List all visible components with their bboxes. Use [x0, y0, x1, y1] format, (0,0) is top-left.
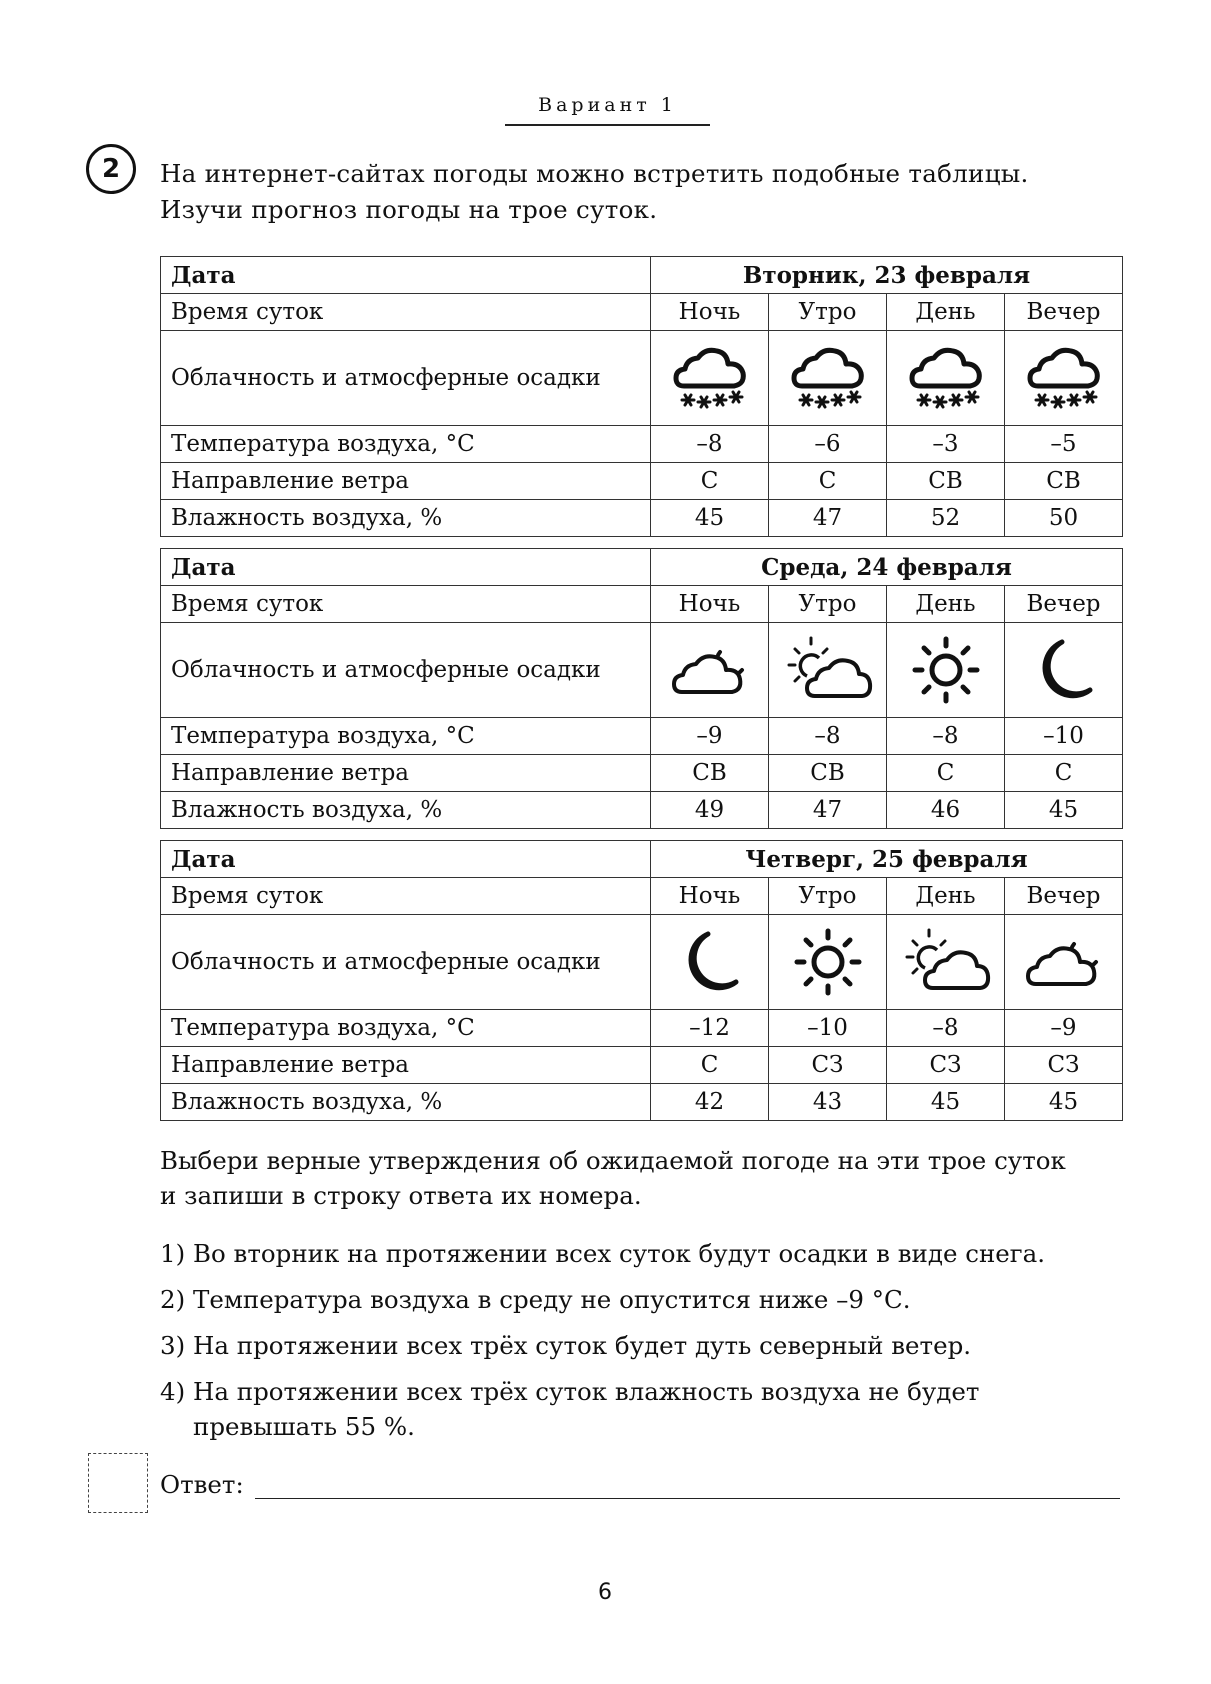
option-number: 3) [160, 1331, 186, 1360]
humidity-cell: 45 [1005, 792, 1123, 829]
cloud-snow-icon [906, 342, 986, 414]
humidity-cell: 50 [1005, 500, 1123, 537]
temperature-cell: –6 [769, 426, 887, 463]
weather-icon-cell [887, 331, 1005, 426]
weather-icon-cell [1005, 915, 1123, 1010]
weather-icon-cell [887, 915, 1005, 1010]
temperature-cell: –8 [769, 718, 887, 755]
sun-icon [906, 634, 986, 706]
wind-label: Направление ветра [161, 463, 651, 500]
period-cell: Вечер [1005, 878, 1123, 915]
variant-underline [505, 124, 710, 126]
clouds-label: Облачность и атмосферные осадки [161, 915, 651, 1010]
temperature-cell: –5 [1005, 426, 1123, 463]
period-cell: Вечер [1005, 294, 1123, 331]
variant-title: Вариант 1 [538, 94, 677, 116]
sun-cloud-icon [783, 634, 873, 706]
answer-score-box [88, 1453, 148, 1513]
weather-icon-cell [769, 331, 887, 426]
moon-icon [1024, 634, 1104, 706]
humidity-cell: 45 [887, 1084, 1005, 1121]
weather-table-wednesday [160, 548, 1123, 829]
wind-cell: С [1005, 755, 1123, 792]
wind-cell: С [651, 1047, 769, 1084]
wind-cell: СЗ [887, 1047, 1005, 1084]
page-number: 6 [598, 1580, 612, 1605]
temperature-cell: –8 [651, 426, 769, 463]
humidity-cell: 47 [769, 792, 887, 829]
date-label: Дата [161, 841, 651, 878]
humidity-cell: 43 [769, 1084, 887, 1121]
period-cell: Утро [769, 878, 887, 915]
weather-icon-cell [651, 331, 769, 426]
option-item [160, 1282, 1125, 1317]
humidity-cell: 45 [651, 500, 769, 537]
period-cell: День [887, 294, 1005, 331]
weather-icon-cell [1005, 623, 1123, 718]
option-number: 2) [160, 1285, 186, 1314]
temperature-cell: –8 [887, 718, 1005, 755]
cloud-moon-icon [1024, 926, 1104, 998]
humidity-cell: 47 [769, 500, 887, 537]
humidity-label: Влажность воздуха, % [161, 792, 651, 829]
option-number: 4) [160, 1377, 186, 1406]
period-cell: Ночь [651, 586, 769, 623]
period-cell: День [887, 878, 1005, 915]
option-text: На протяжении всех трёх суток будет дуть северный ветер. [193, 1331, 972, 1360]
period-cell: Ночь [651, 878, 769, 915]
temperature-cell: –9 [1005, 1010, 1123, 1047]
temperature-label: Температура воздуха, °С [161, 1010, 651, 1047]
humidity-cell: 46 [887, 792, 1005, 829]
temperature-label: Температура воздуха, °С [161, 718, 651, 755]
task-number-badge: 2 [86, 144, 136, 194]
question-line: и запиши в строку ответа их номера. [160, 1181, 642, 1210]
clouds-label: Облачность и атмосферные осадки [161, 331, 651, 426]
sun-icon [788, 926, 868, 998]
sun-cloud-icon [901, 926, 991, 998]
cloud-snow-icon [788, 342, 868, 414]
humidity-cell: 52 [887, 500, 1005, 537]
wind-label: Направление ветра [161, 1047, 651, 1084]
time-of-day-label: Время суток [161, 294, 651, 331]
wind-cell: СВ [1005, 463, 1123, 500]
period-cell: Утро [769, 586, 887, 623]
temperature-label: Температура воздуха, °С [161, 426, 651, 463]
temperature-cell: –10 [769, 1010, 887, 1047]
intro-line: Изучи прогноз погоды на трое суток. [160, 195, 658, 224]
wind-label: Направление ветра [161, 755, 651, 792]
period-cell: Утро [769, 294, 887, 331]
option-number: 1) [160, 1239, 186, 1268]
wind-cell: С [769, 463, 887, 500]
weather-icon-cell [651, 915, 769, 1010]
day-title: Вторник, 23 февраля [651, 257, 1123, 294]
wind-cell: СВ [769, 755, 887, 792]
date-label: Дата [161, 257, 651, 294]
temperature-cell: –8 [887, 1010, 1005, 1047]
cloud-snow-icon [1024, 342, 1104, 414]
weather-icon-cell [651, 623, 769, 718]
wind-cell: С [887, 755, 1005, 792]
question-text [160, 1143, 1125, 1213]
date-label: Дата [161, 549, 651, 586]
answer-line[interactable] [255, 1498, 1120, 1499]
weather-table-tuesday [160, 256, 1123, 537]
period-cell: Вечер [1005, 586, 1123, 623]
temperature-cell: –3 [887, 426, 1005, 463]
day-title: Среда, 24 февраля [651, 549, 1123, 586]
day-title: Четверг, 25 февраля [651, 841, 1123, 878]
cloud-moon-icon [670, 634, 750, 706]
humidity-cell: 42 [651, 1084, 769, 1121]
clouds-label: Облачность и атмосферные осадки [161, 623, 651, 718]
time-of-day-label: Время суток [161, 586, 651, 623]
option-item [160, 1328, 1125, 1363]
option-text: Температура воздуха в среду не опустится ниже –9 °С. [193, 1285, 911, 1314]
answer-options [160, 1236, 1125, 1455]
period-cell: День [887, 586, 1005, 623]
temperature-cell: –12 [651, 1010, 769, 1047]
period-cell: Ночь [651, 294, 769, 331]
wind-cell: С [651, 463, 769, 500]
weather-icon-cell [769, 623, 887, 718]
humidity-cell: 49 [651, 792, 769, 829]
task-intro [160, 156, 1125, 228]
option-item [160, 1374, 1125, 1444]
wind-cell: СЗ [1005, 1047, 1123, 1084]
weather-icon-cell [1005, 331, 1123, 426]
weather-icon-cell [887, 623, 1005, 718]
wind-cell: СВ [651, 755, 769, 792]
option-text: На протяжении всех трёх суток влажность воздуха не будет превышать 55 %. [193, 1377, 980, 1441]
weather-icon-cell [769, 915, 887, 1010]
moon-icon [670, 926, 750, 998]
question-line: Выбери верные утверждения об ожидаемой погоде на эти трое суток [160, 1146, 1066, 1175]
humidity-label: Влажность воздуха, % [161, 1084, 651, 1121]
option-text: Во вторник на протяжении всех суток будут осадки в виде снега. [193, 1239, 1046, 1268]
wind-cell: СВ [887, 463, 1005, 500]
intro-line: На интернет-сайтах погоды можно встретить подобные таблицы. [160, 159, 1029, 188]
answer-label: Ответ: [160, 1470, 244, 1499]
humidity-cell: 45 [1005, 1084, 1123, 1121]
option-item [160, 1236, 1125, 1271]
time-of-day-label: Время суток [161, 878, 651, 915]
temperature-cell: –10 [1005, 718, 1123, 755]
weather-table-thursday [160, 840, 1123, 1121]
temperature-cell: –9 [651, 718, 769, 755]
wind-cell: СЗ [769, 1047, 887, 1084]
humidity-label: Влажность воздуха, % [161, 500, 651, 537]
cloud-snow-icon [670, 342, 750, 414]
